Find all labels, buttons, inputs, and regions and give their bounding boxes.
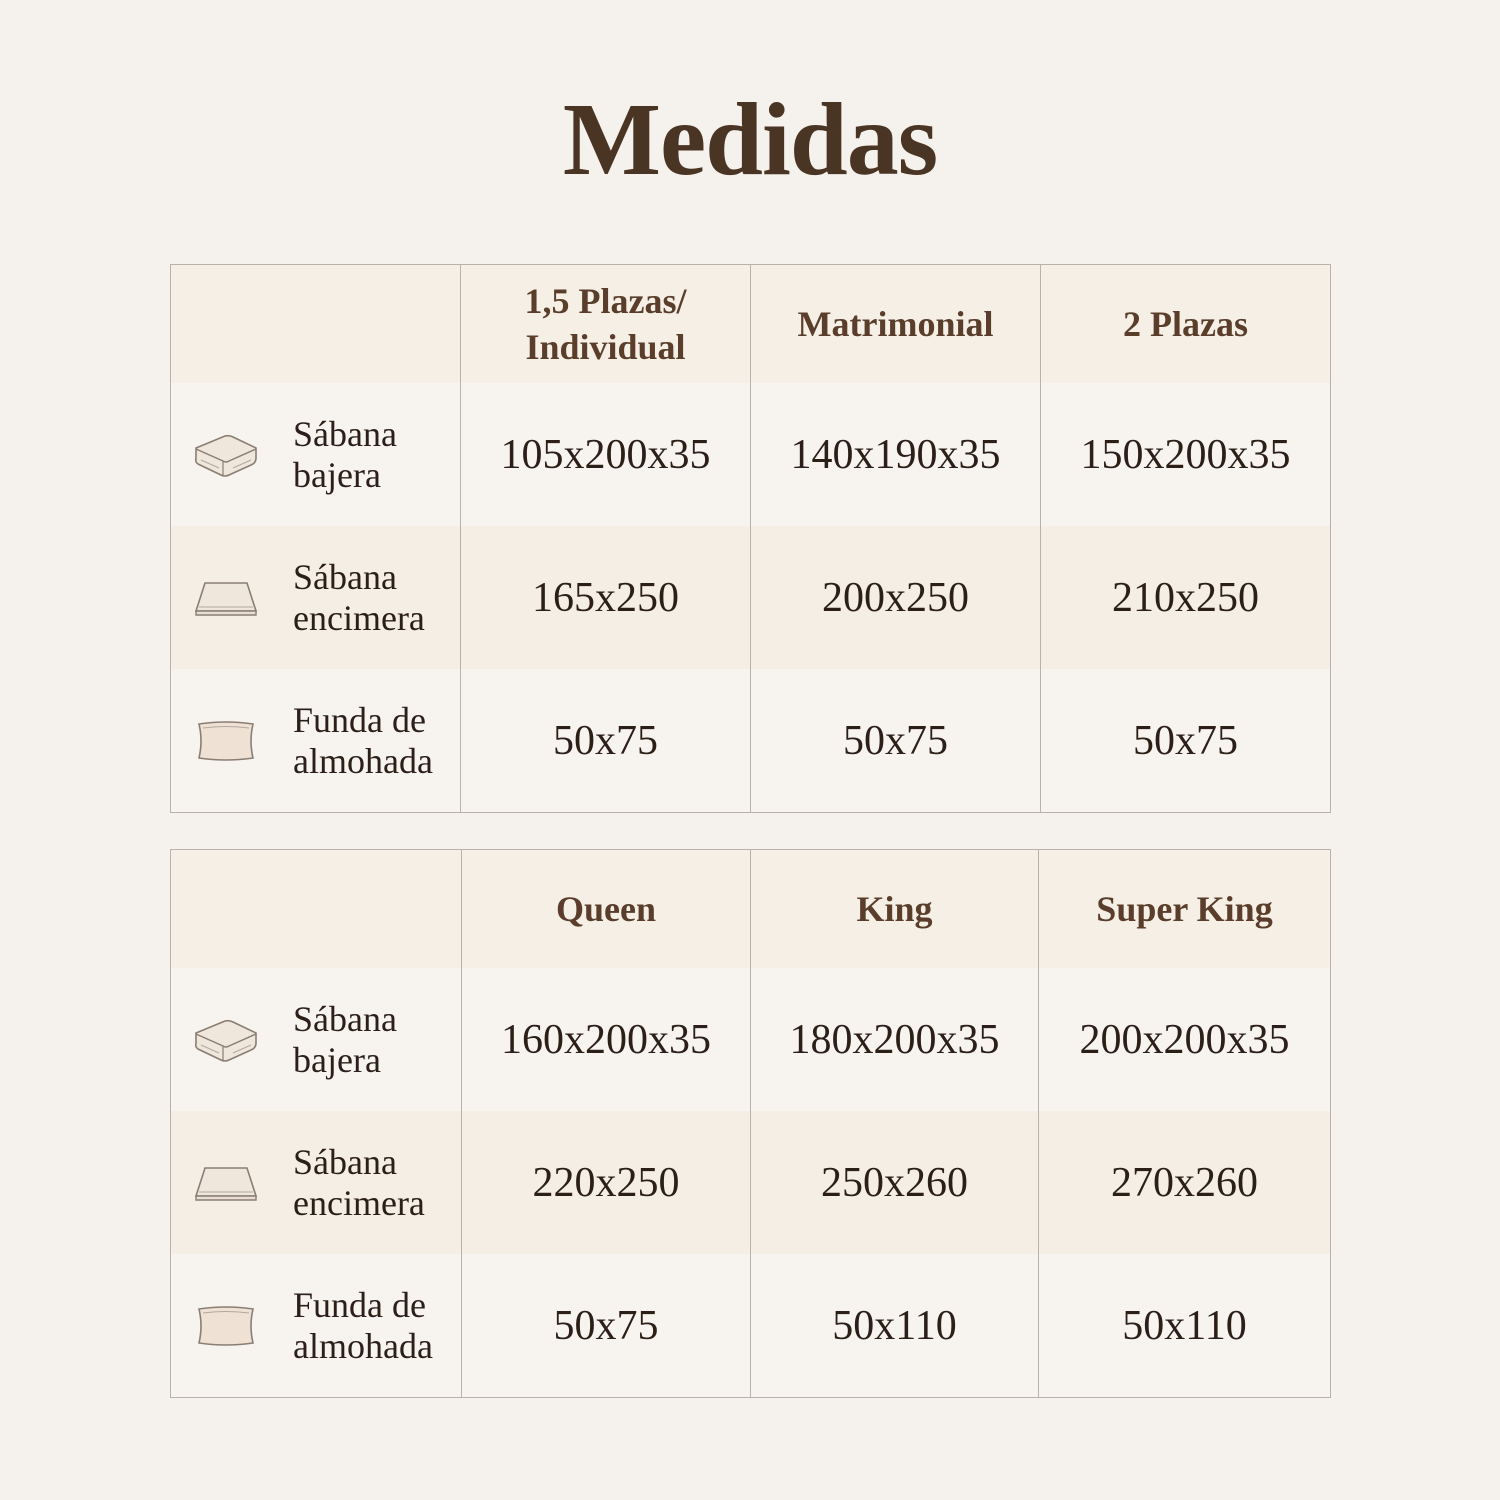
value-cell: 50x110 bbox=[1039, 1254, 1331, 1398]
header-cell: Super King bbox=[1039, 850, 1331, 969]
value-cell: 50x110 bbox=[751, 1254, 1039, 1398]
header-cell bbox=[461, 265, 751, 384]
value-cell: 140x190x35 bbox=[751, 383, 1041, 526]
pillowcase-icon bbox=[193, 1301, 259, 1351]
table-header-row bbox=[171, 265, 1331, 384]
value-cell: 50x75 bbox=[751, 669, 1041, 813]
row-label: Sábana bajera bbox=[293, 413, 397, 495]
row-label-cell bbox=[171, 669, 461, 813]
header-empty-cell bbox=[171, 850, 462, 969]
value-cell: 50x75 bbox=[462, 1254, 751, 1398]
page-title: Medidas bbox=[562, 82, 938, 197]
value-cell: 200x200x35 bbox=[1039, 968, 1331, 1111]
header-cell: Queen bbox=[462, 850, 751, 969]
value-cell: 200x250 bbox=[751, 526, 1041, 669]
value-cell: 165x250 bbox=[461, 526, 751, 669]
table-row bbox=[171, 1254, 1331, 1398]
row-label-cell bbox=[171, 383, 461, 526]
value-cell: 180x200x35 bbox=[751, 968, 1039, 1111]
header-empty-cell bbox=[171, 265, 461, 384]
flat-sheet-icon bbox=[193, 573, 259, 623]
value-cell: 160x200x35 bbox=[462, 968, 751, 1111]
fitted-sheet-icon bbox=[193, 1015, 259, 1065]
row-label: Sábana bajera bbox=[293, 998, 397, 1080]
fitted-sheet-icon bbox=[193, 430, 259, 480]
table-header-row bbox=[171, 850, 1331, 969]
row-label-cell bbox=[171, 968, 462, 1111]
header-cell: 2 Plazas bbox=[1041, 265, 1331, 384]
row-label: Funda de almohada bbox=[293, 699, 433, 781]
row-label-cell bbox=[171, 1111, 462, 1254]
row-label-cell bbox=[171, 526, 461, 669]
value-cell: 50x75 bbox=[461, 669, 751, 813]
value-cell: 150x200x35 bbox=[1041, 383, 1331, 526]
value-cell: 105x200x35 bbox=[461, 383, 751, 526]
table-row bbox=[171, 1111, 1331, 1254]
table-row bbox=[171, 526, 1331, 669]
row-label: Sábana encimera bbox=[293, 556, 425, 638]
table-row bbox=[171, 968, 1331, 1111]
value-cell: 250x260 bbox=[751, 1111, 1039, 1254]
value-cell: 50x75 bbox=[1041, 669, 1331, 813]
table-row bbox=[171, 383, 1331, 526]
row-label-cell bbox=[171, 1254, 462, 1398]
value-cell: 210x250 bbox=[1041, 526, 1331, 669]
size-table-2 bbox=[170, 849, 1331, 1398]
table-row bbox=[171, 669, 1331, 813]
value-cell: 220x250 bbox=[462, 1111, 751, 1254]
header-label: 1,5 Plazas/ Individual bbox=[524, 281, 687, 367]
header-cell: King bbox=[751, 850, 1039, 969]
header-cell: Matrimonial bbox=[751, 265, 1041, 384]
flat-sheet-icon bbox=[193, 1158, 259, 1208]
size-table-1 bbox=[170, 264, 1331, 813]
row-label: Sábana encimera bbox=[293, 1141, 425, 1223]
row-label: Funda de almohada bbox=[293, 1284, 433, 1366]
value-cell: 270x260 bbox=[1039, 1111, 1331, 1254]
pillowcase-icon bbox=[193, 716, 259, 766]
